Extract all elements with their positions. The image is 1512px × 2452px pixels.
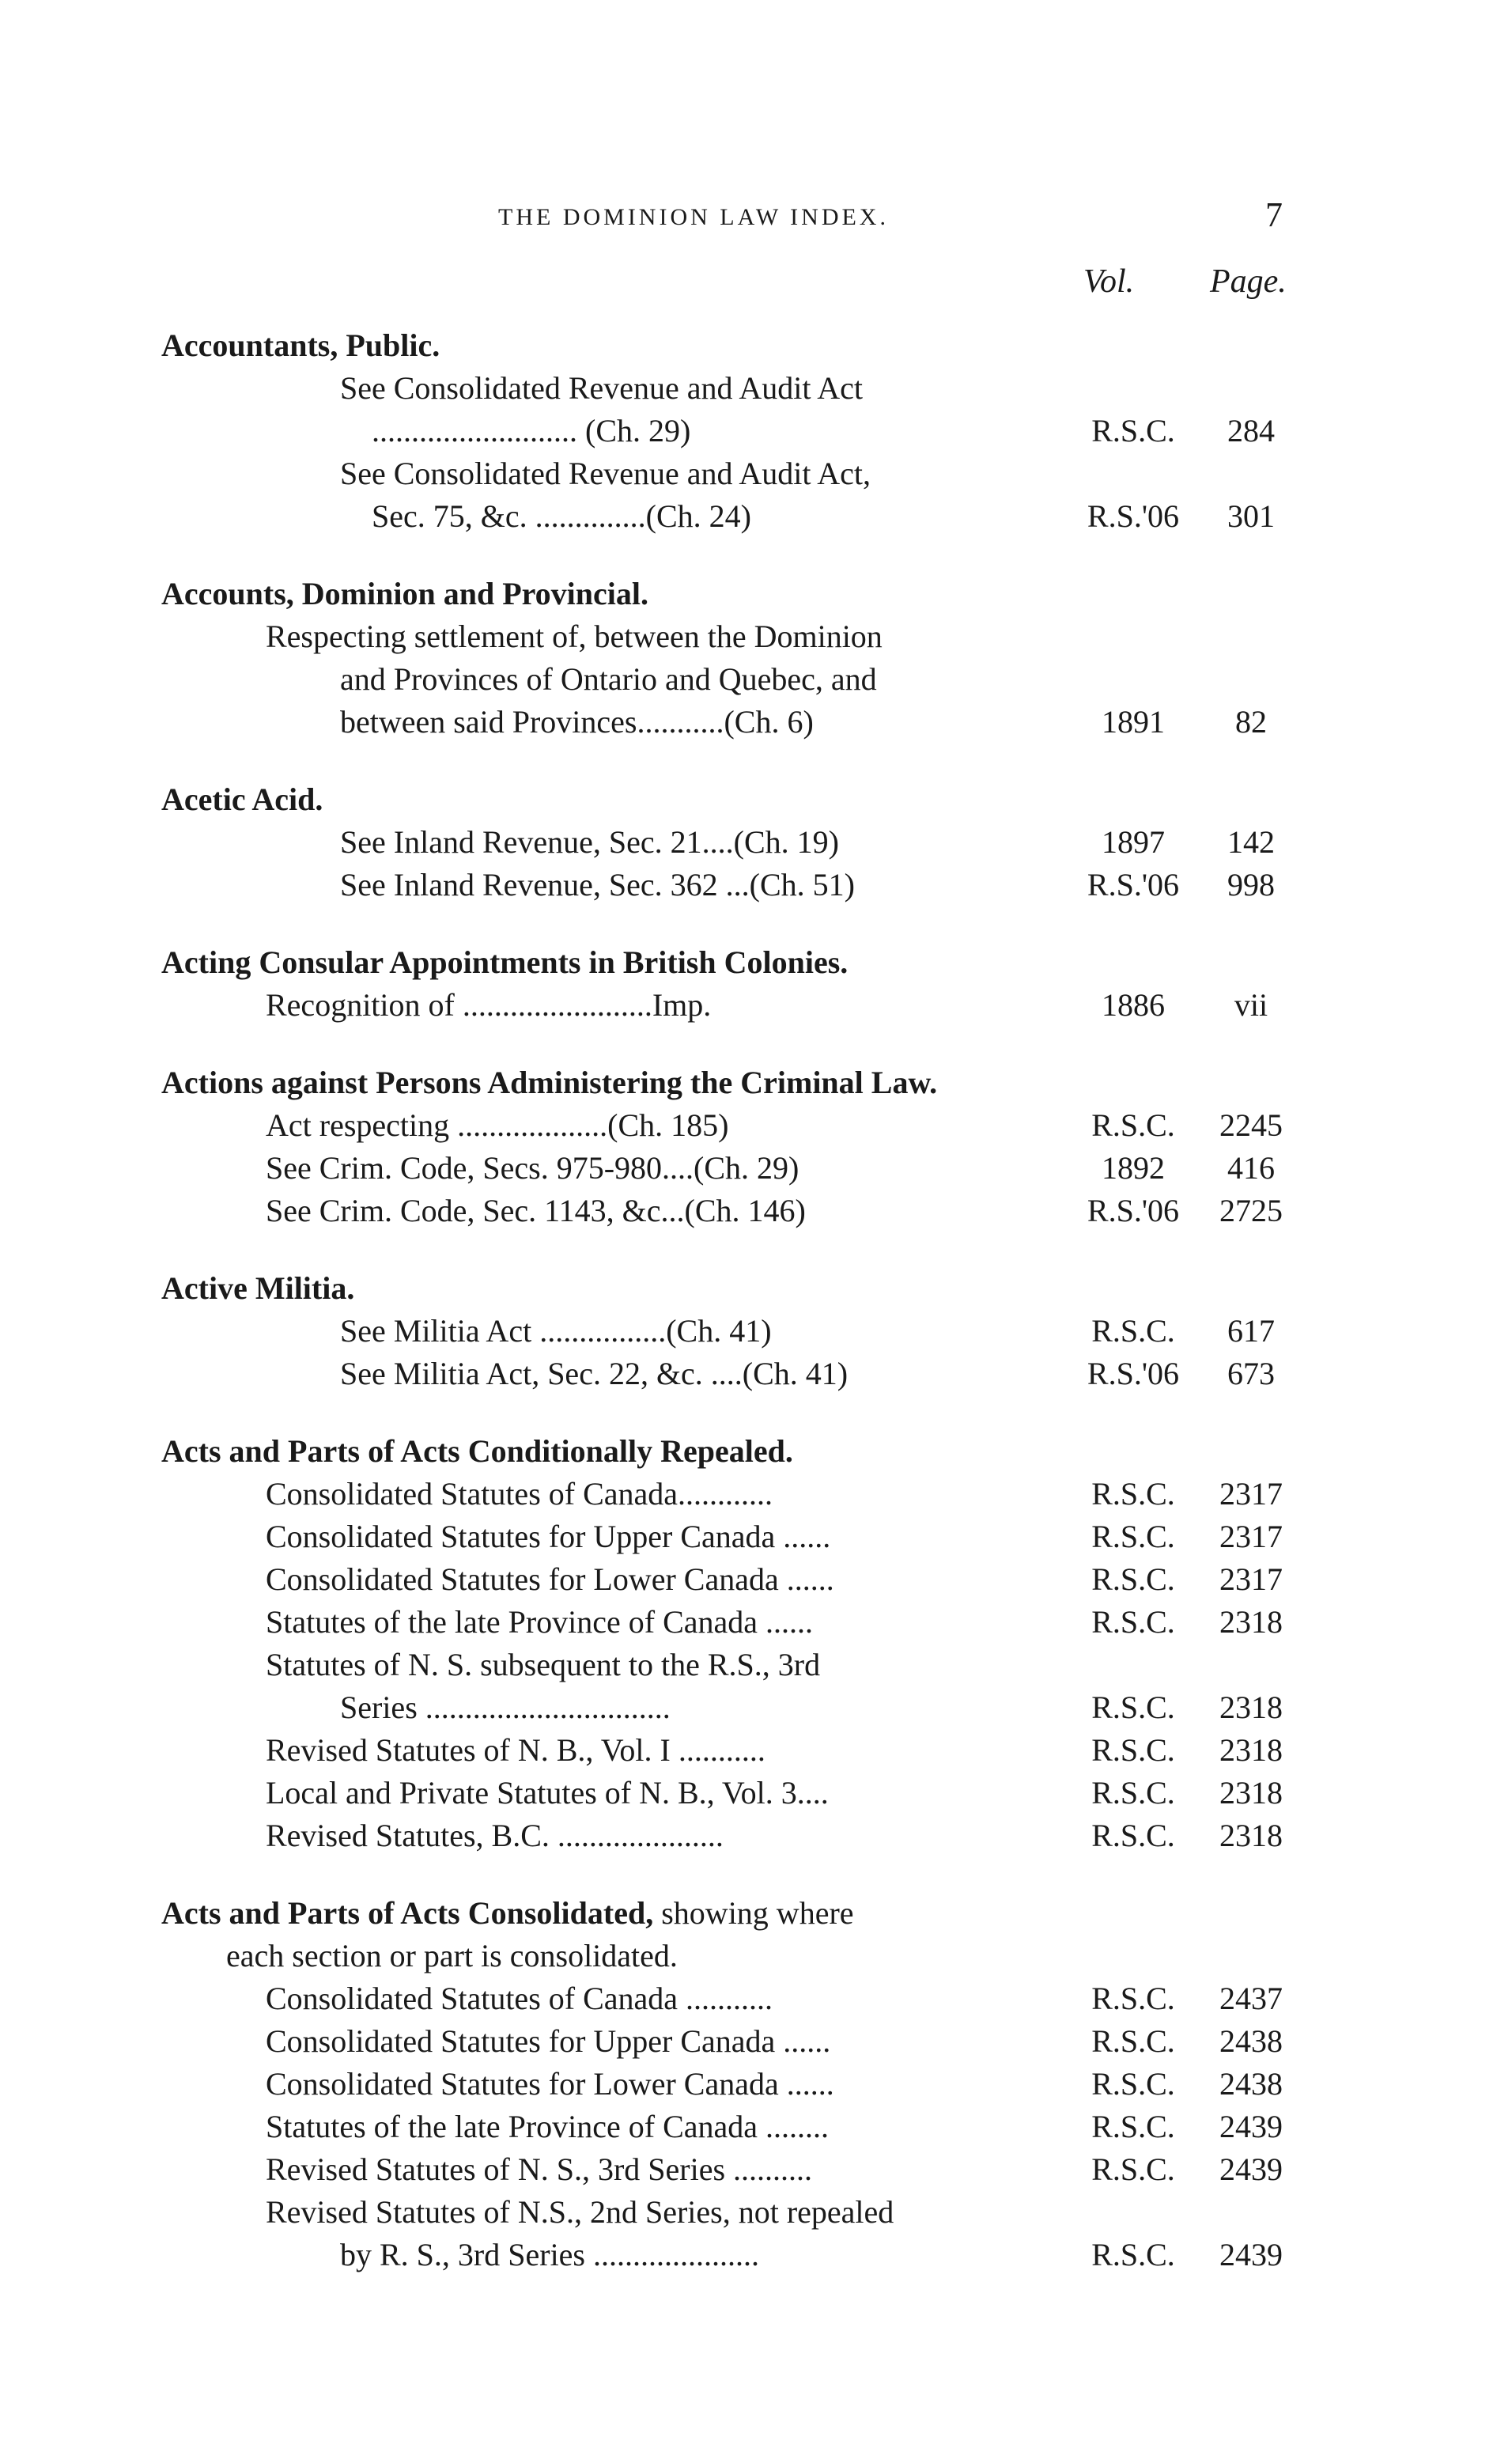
index-entry-line: [0, 2234, 1512, 2276]
index-entry-line: [0, 1601, 1512, 1644]
entry-description: Consolidated Statutes of Canada............: [266, 1476, 773, 1512]
section-heading: [0, 1892, 1512, 1935]
entry-description: Consolidated Statutes of Canada ...........: [266, 1981, 773, 2016]
entry-volume: R.S.C.: [1091, 2109, 1175, 2144]
section-heading-text: Acting Consular Appointments in British Colonies.: [161, 944, 849, 980]
entry-volume: R.S.C.: [1091, 2237, 1175, 2272]
index-entry-line: [0, 452, 1512, 495]
section-heading-text: Active Militia.: [161, 1270, 355, 1306]
index-entries: [0, 324, 1512, 2311]
section-heading-text: Accountants, Public.: [161, 327, 440, 363]
entry-page: 301: [1227, 498, 1275, 534]
entry-description: Recognition of ........................Imp.: [266, 987, 712, 1023]
index-entry-line: [0, 1353, 1512, 1395]
index-entry-line: [0, 1772, 1512, 1814]
entry-volume: R.S.C.: [1091, 413, 1175, 448]
entry-volume: R.S.C.: [1091, 1313, 1175, 1349]
entry-description: Revised Statutes, B.C. .....................: [266, 1818, 724, 1853]
entry-volume: R.S.C.: [1091, 2066, 1175, 2102]
entry-volume: 1892: [1102, 1150, 1165, 1186]
index-entry-line: [0, 1644, 1512, 1686]
entry-volume: R.S.C.: [1091, 2151, 1175, 2187]
entry-description: Statutes of N. S. subsequent to the R.S., 3rd: [266, 1647, 821, 1682]
index-section: [0, 778, 1512, 906]
vol-column-heading: Vol.: [1083, 263, 1135, 300]
entry-volume: R.S.C.: [1091, 1818, 1175, 1853]
index-entry-line: [0, 1310, 1512, 1353]
entry-description: Revised Statutes of N. S., 3rd Series ..........: [266, 2151, 813, 2187]
entry-volume: R.S.C.: [1091, 1732, 1175, 1768]
index-entry-line: [0, 1729, 1512, 1772]
entry-description: Consolidated Statutes for Upper Canada ......: [266, 2023, 831, 2059]
section-heading-text: Actions against Persons Administering the Criminal Law.: [161, 1065, 938, 1100]
page-column-heading: Page.: [1210, 263, 1287, 300]
entry-description: See Crim. Code, Secs. 975-980....(Ch. 29): [266, 1150, 799, 1186]
entry-volume: 1891: [1102, 704, 1165, 740]
entry-page: 2318: [1219, 1690, 1283, 1725]
entry-description: Statutes of the late Province of Canada ........: [266, 2109, 830, 2144]
entry-volume: R.S.C.: [1091, 1476, 1175, 1512]
entry-description: See Consolidated Revenue and Audit Act: [340, 370, 863, 406]
index-entry-line: [0, 1814, 1512, 1857]
entry-description: See Consolidated Revenue and Audit Act,: [340, 456, 871, 491]
index-section: [0, 1061, 1512, 1232]
entry-description: Sec. 75, &c. ..............(Ch. 24): [372, 498, 751, 534]
entry-volume: 1897: [1102, 824, 1165, 860]
entry-page: 2318: [1219, 1818, 1283, 1853]
entry-volume: 1886: [1102, 987, 1165, 1023]
section-heading-text: Accounts, Dominion and Provincial.: [161, 576, 648, 611]
entry-description: Series ...............................: [340, 1690, 671, 1725]
entry-description: Consolidated Statutes for Upper Canada ......: [266, 1519, 831, 1554]
index-entry-line: [0, 984, 1512, 1027]
index-entry-line: [0, 821, 1512, 864]
entry-page: 2437: [1219, 1981, 1283, 2016]
entry-page: 2318: [1219, 1604, 1283, 1640]
entry-page: vii: [1234, 987, 1268, 1023]
entry-description: See Crim. Code, Sec. 1143, &c...(Ch. 146): [266, 1193, 806, 1228]
index-entry-line: [0, 1558, 1512, 1601]
index-entry-line: [0, 701, 1512, 744]
entry-description: between said Provinces...........(Ch. 6): [340, 704, 814, 740]
index-entry-line: [0, 495, 1512, 538]
entry-volume: R.S.C.: [1091, 1519, 1175, 1554]
entry-volume: R.S.C.: [1091, 1604, 1175, 1640]
entry-volume: R.S.'06: [1087, 498, 1180, 534]
index-entry-line: [0, 367, 1512, 410]
index-entry-line: [0, 2020, 1512, 2063]
entry-volume: R.S.C.: [1091, 1690, 1175, 1725]
section-heading-text: Acetic Acid.: [161, 781, 323, 817]
entry-page: 284: [1227, 413, 1275, 448]
entry-description: See Militia Act ................(Ch. 41): [340, 1313, 772, 1349]
entry-page: 2725: [1219, 1193, 1283, 1228]
section-heading: [0, 778, 1512, 821]
entry-volume: R.S.'06: [1087, 1356, 1180, 1391]
index-section: [0, 941, 1512, 1027]
section-heading: [0, 573, 1512, 615]
section-heading: [0, 1061, 1512, 1104]
entry-volume: R.S.C.: [1091, 1561, 1175, 1597]
entry-page: 142: [1227, 824, 1275, 860]
entry-description: .......................... (Ch. 29): [372, 413, 691, 448]
index-section: [0, 1892, 1512, 2276]
entry-description: Statutes of the late Province of Canada ......: [266, 1604, 814, 1640]
entry-description: Local and Private Statutes of N. B., Vol. 3....: [266, 1775, 829, 1811]
entry-description: See Militia Act, Sec. 22, &c. ....(Ch. 41): [340, 1356, 849, 1391]
section-heading-tail: showing where: [653, 1895, 854, 1931]
index-entry-line: [0, 615, 1512, 658]
entry-page: 2318: [1219, 1732, 1283, 1768]
entry-page: 2438: [1219, 2066, 1283, 2102]
entry-description: Revised Statutes of N.S., 2nd Series, not repealed: [266, 2194, 894, 2230]
entry-page: 82: [1235, 704, 1267, 740]
entry-volume: R.S.'06: [1087, 867, 1180, 902]
index-section: [0, 324, 1512, 538]
entry-page: 2439: [1219, 2109, 1283, 2144]
entry-page: 2439: [1219, 2237, 1283, 2272]
index-entry-line: [0, 1104, 1512, 1147]
entry-page: 2317: [1219, 1476, 1283, 1512]
entry-page: 416: [1227, 1150, 1275, 1186]
index-section: [0, 1430, 1512, 1857]
section-heading: [0, 1430, 1512, 1473]
index-entry-line: [0, 864, 1512, 906]
index-entry-line: [0, 1190, 1512, 1232]
entry-page: 617: [1227, 1313, 1275, 1349]
entry-description: Consolidated Statutes for Lower Canada ......: [266, 2066, 834, 2102]
index-section: [0, 1267, 1512, 1395]
section-heading-text: Acts and Parts of Acts Consolidated,: [161, 1895, 654, 1931]
index-entry-line: [0, 410, 1512, 452]
index-entry-line: [0, 658, 1512, 701]
index-entry-line: [0, 2063, 1512, 2106]
entry-description: Act respecting ...................(Ch. 185): [266, 1107, 729, 1143]
index-entry-line: [0, 2191, 1512, 2234]
entry-description: Respecting settlement of, between the Dominion: [266, 619, 883, 654]
entry-page: 2317: [1219, 1519, 1283, 1554]
entry-page: 2438: [1219, 2023, 1283, 2059]
index-entry-line: [0, 1977, 1512, 2020]
entry-volume: R.S.C.: [1091, 2023, 1175, 2059]
section-heading: [0, 324, 1512, 367]
index-entry-line: [0, 1473, 1512, 1515]
section-heading-text: Acts and Parts of Acts Conditionally Repealed.: [161, 1433, 793, 1469]
entry-description: by R. S., 3rd Series .....................: [340, 2237, 759, 2272]
index-entry-line: [0, 1686, 1512, 1729]
entry-volume: R.S.'06: [1087, 1193, 1180, 1228]
running-head: THE DOMINION LAW INDEX.: [498, 204, 889, 230]
index-entry-line: [0, 1515, 1512, 1558]
entry-volume: R.S.C.: [1091, 1981, 1175, 2016]
entry-page: 2245: [1219, 1107, 1283, 1143]
section-heading-continuation: each section or part is consolidated.: [226, 1938, 678, 1973]
entry-volume: R.S.C.: [1091, 1107, 1175, 1143]
page-number: 7: [1265, 195, 1283, 234]
entry-page: 673: [1227, 1356, 1275, 1391]
entry-description: and Provinces of Ontario and Quebec, and: [340, 661, 877, 697]
index-entry-line: [0, 2106, 1512, 2148]
entry-description: Consolidated Statutes for Lower Canada ......: [266, 1561, 834, 1597]
index-entry-line: [0, 1147, 1512, 1190]
entry-description: See Inland Revenue, Sec. 362 ...(Ch. 51): [340, 867, 855, 902]
section-heading: [0, 1267, 1512, 1310]
entry-page: 2439: [1219, 2151, 1283, 2187]
entry-description: Revised Statutes of N. B., Vol. I ...........: [266, 1732, 765, 1768]
index-entry-line: [0, 2148, 1512, 2191]
entry-page: 2318: [1219, 1775, 1283, 1811]
entry-volume: R.S.C.: [1091, 1775, 1175, 1811]
index-section: [0, 573, 1512, 744]
column-headings: [0, 263, 1512, 310]
entry-description: See Inland Revenue, Sec. 21....(Ch. 19): [340, 824, 839, 860]
entry-page: 2317: [1219, 1561, 1283, 1597]
entry-page: 998: [1227, 867, 1275, 902]
section-heading: [0, 941, 1512, 984]
